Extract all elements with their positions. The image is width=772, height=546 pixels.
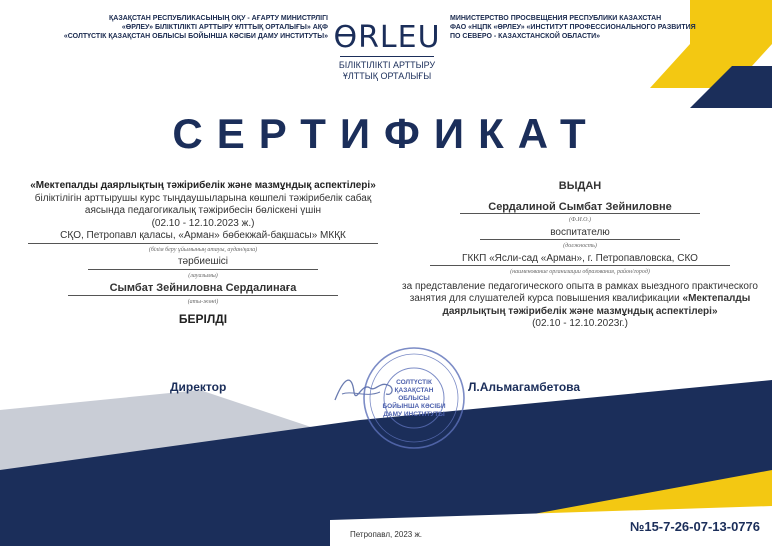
header-kz-line-3: «СОЛТҮСТІК ҚАЗАҚСТАН ОБЛЫСЫ БОЙЫНША КӘСІБИ ДАМУ ИНСТИТУТЫ» xyxy=(63,33,328,40)
kazakh-text-block xyxy=(28,180,378,326)
ru-recipient-name: Сердалиной Сымбат Зейниловне xyxy=(460,201,700,215)
header-ru-line-1: МИНИСТЕРСТВО ПРОСВЕЩЕНИЯ РЕСПУБЛИКИ КАЗАХСТАН xyxy=(450,15,662,22)
logo-subtitle xyxy=(332,60,442,82)
logo-divider xyxy=(340,56,434,57)
kz-recipient-name: Сымбат Зейниловна Сердалинаға xyxy=(68,282,338,296)
kz-position: тәрбиешісі xyxy=(88,256,318,270)
logo-sub-line-1: БІЛІКТІЛІКТІ АРТТЫРУ xyxy=(338,60,436,70)
footer-city-year: Петропавл, 2023 ж. xyxy=(349,530,423,539)
kz-course-name: «Мектепалды даярлықтың тәжірибелік және мазмұндық аспектілері» xyxy=(30,180,376,191)
stamp-line-3: БОЙЫНША КӘСІБИ xyxy=(382,403,446,410)
header-kz-line-2: «ӨРЛЕУ» БІЛІКТІЛІКТІ АРТТЫРУ ҰЛТТЫҚ ОРТАЛЫҒЫ» АҚФ xyxy=(121,24,328,31)
logo-sub-line-2: ҰЛТТЫҚ ОРТАЛЫҒЫ xyxy=(342,71,432,81)
header-kazakh xyxy=(30,14,328,41)
kz-dates: (02.10 - 12.10.2023 ж.) xyxy=(151,217,255,229)
signature-person: Л.Альмагамбетова xyxy=(468,380,581,394)
ru-course-name: «Мектепалды даярлықтың тәжірибелік және мазмұндық аспектілері» xyxy=(442,293,751,317)
orleu-logo xyxy=(332,10,442,90)
stamp-center-text xyxy=(382,379,446,419)
kz-position-hint: (лауазымы) xyxy=(188,272,218,279)
certificate-title: СЕРТИФИКАТ xyxy=(172,110,600,157)
logo-name: ӨRLEU xyxy=(333,20,441,55)
kz-given-label: БЕРІЛДІ xyxy=(178,312,228,326)
ru-description: за представление педагогического опыта в рамках выездного практического занятия для слушателей курса повышения квалификации xyxy=(402,280,758,304)
signature-role: Директор xyxy=(170,380,227,394)
kz-course-description: біліктілігін арттырушы курс тыңдаушыларына көшпелі тәжірибелік сабақ аясында педагогикалық тәжірибесін бөлiскенi үшін xyxy=(34,192,372,216)
certificate-number: №15-7-26-07-13-0776 xyxy=(629,519,760,534)
ru-name-hint: (Ф.И.О.) xyxy=(569,217,591,223)
kz-name-hint: (аты-жөні) xyxy=(187,298,219,305)
stamp-line-2: ҚАЗАҚСТАН ОБЛЫСЫ xyxy=(394,387,434,402)
russian-text-block xyxy=(400,180,760,331)
ru-dates: (02.10 - 12.10.2023г.) xyxy=(532,318,628,329)
header-russian xyxy=(450,14,750,41)
ru-issued-label: ВЫДАН xyxy=(558,180,602,192)
ru-position: воспитателю xyxy=(480,227,680,241)
kz-organization-hint: (білім беру ұйымының атауы, аудан/қала) xyxy=(148,246,258,253)
kz-organization: СҚО, Петропавл қаласы, «Арман» бөбекжай-бақшасы» МКҚК xyxy=(28,230,378,244)
header-kz-line-1: ҚАЗАҚСТАН РЕСПУБЛИКАСЫНЫҢ ОҚУ - АҒАРТУ МИНИСТРЛІГІ xyxy=(109,15,328,22)
stamp-line-4: ДАМУ ИНСТИТУТЫ xyxy=(383,411,445,418)
ru-organization: ГККП «Ясли-сад «Арман», г. Петропавловска, СКО xyxy=(430,253,730,267)
header-ru-line-2: ФАО «НЦПК «ӨРЛЕУ» «ИНСТИТУТ ПРОФЕССИОНАЛЬНОГО РАЗВИТИЯ xyxy=(450,24,696,31)
header-ru-line-3: ПО СЕВЕРО - КАЗАХСТАНСКОЙ ОБЛАСТИ» xyxy=(450,33,601,40)
stamp-line-1: СОЛТҮСТІК xyxy=(396,379,432,386)
ru-position-hint: (должность) xyxy=(563,243,597,249)
official-stamp xyxy=(362,346,466,450)
ru-organization-hint: (наименование организации образования, район/город) xyxy=(510,269,650,275)
